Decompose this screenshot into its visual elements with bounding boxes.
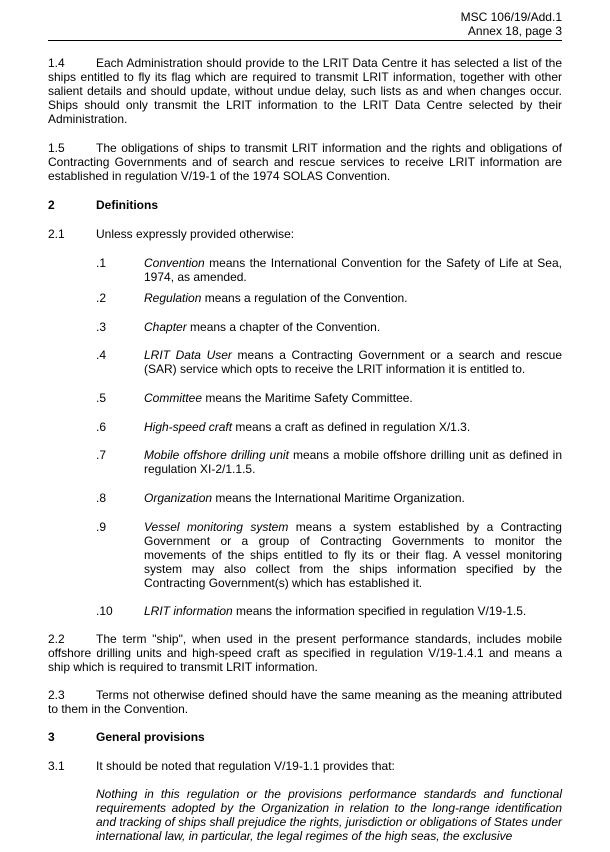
paragraph-text: It should be noted that regulation V/19-1.1 provides that: — [96, 759, 395, 773]
definition-term: Convention — [144, 256, 205, 270]
paragraph-2-2 — [48, 632, 562, 674]
definition-term: Vessel monitoring system — [144, 520, 289, 534]
paragraph-text: Terms not otherwise defined should have the same meaning as the meaning attributed to them in the Convention. — [48, 688, 562, 716]
section-heading-2 — [48, 198, 158, 212]
definition-term: Committee — [144, 391, 203, 405]
paragraph-number: 1.4 — [48, 56, 65, 70]
definition-text: means the Maritime Safety Committee. — [202, 391, 413, 405]
section-heading-3 — [48, 730, 205, 744]
definition-index: .9 — [96, 520, 107, 534]
definition-index: .8 — [96, 491, 107, 505]
paragraph-number: 1.5 — [48, 141, 65, 155]
paragraph-3-1 — [48, 759, 395, 773]
definition-text: means the International Convention for the Safety of Life at Sea, 1974, as amended. — [144, 256, 562, 284]
definition-term: Regulation — [144, 291, 202, 305]
definition-term: Chapter — [144, 320, 187, 334]
definition-term: Mobile offshore drilling unit — [144, 448, 289, 462]
definition-term: LRIT Data User — [144, 348, 232, 362]
definition-item — [96, 320, 562, 334]
paragraph-text: The term "ship", when used in the present performance standards, includes mobile offshore drilling units and high-speed craft as specified in regulation V/19-1.4.1 and means a ship which is required to transmit LRIT information. — [48, 632, 562, 674]
definition-item — [96, 604, 562, 618]
definition-term: High-speed craft — [144, 420, 233, 434]
paragraph-1-5 — [48, 141, 562, 183]
header-rule — [48, 40, 562, 41]
paragraph-number: 2.1 — [48, 227, 65, 241]
definition-text: means the information specified in regulation V/19-1.5. — [232, 604, 527, 618]
section-number: 2 — [48, 198, 55, 212]
section-title: General provisions — [96, 730, 205, 744]
definition-item — [96, 291, 562, 305]
paragraph-1-4 — [48, 56, 562, 126]
definition-text: means a mobile offshore drilling unit as defined in regulation XI-2/1.1.5. — [144, 448, 562, 476]
definition-index: .7 — [96, 448, 107, 462]
definition-text: means the International Maritime Organization. — [212, 491, 465, 505]
paragraph-text: Each Administration should provide to the LRIT Data Centre it has selected a list of the ships entitled to fly its flag which are required to transmit LRIT information, together with other salient details and should update, without undue delay, such lists as and when changes occur. Ships should only transmit the LRIT information to the LRIT Data Centre selected by their Administration. — [48, 56, 562, 126]
annex-page-ref: Annex 18, page 3 — [467, 24, 562, 38]
definition-item — [96, 448, 562, 476]
paragraph-text: The obligations of ships to transmit LRIT information and the rights and obligations of Contracting Governments and of search and rescue services to receive LRIT information are established in regulation V/19-1 of the 1974 SOLAS Convention. — [48, 141, 562, 183]
paragraph-number: 2.3 — [48, 688, 65, 702]
definition-term: Organization — [144, 491, 213, 505]
definition-term: LRIT information — [144, 604, 233, 618]
quoted-regulation-text: Nothing in this regulation or the provisions performance standards and functional requirements adopted by the Organization in relation to the long-range identification and tracking of ships shall prejudice the rights, jurisdiction or obligations of States under international law, in particular, the legal regimes of the high seas, the exclusive — [96, 787, 562, 843]
definition-text: means a chapter of the Convention. — [186, 320, 381, 334]
paragraph-number: 2.2 — [48, 632, 65, 646]
definition-item — [96, 348, 562, 376]
definition-index: .6 — [96, 420, 107, 434]
paragraph-text: Unless expressly provided otherwise: — [96, 227, 295, 241]
section-title: Definitions — [96, 198, 158, 212]
definition-item — [96, 391, 562, 405]
definition-index: .5 — [96, 391, 107, 405]
definition-index: .4 — [96, 348, 107, 362]
paragraph-number: 3.1 — [48, 759, 65, 773]
section-number: 3 — [48, 730, 55, 744]
definition-item — [96, 256, 562, 284]
definition-text: means a Contracting Government or a search and rescue (SAR) service which opts to receive the LRIT information it is entitled to. — [144, 348, 562, 376]
definition-index: .3 — [96, 320, 107, 334]
document-symbol: MSC 106/19/Add.1 — [460, 10, 562, 24]
definition-item — [96, 491, 562, 505]
page-header — [461, 10, 562, 38]
definition-text: means a system established by a Contracting Government or a group of Contracting Governments to monitor the movements of the ships entitled to fly its or their flag. A vessel monitoring system may also collect from the ships information specified by the Contracting Government(s) which has established it. — [144, 520, 562, 590]
paragraph-2-3 — [48, 688, 562, 716]
definition-item — [96, 420, 562, 434]
paragraph-2-1 — [48, 227, 294, 241]
definition-index: .2 — [96, 291, 107, 305]
definition-index: .10 — [96, 604, 113, 618]
definition-text: means a craft as defined in regulation X/1.3. — [232, 420, 471, 434]
definition-item — [96, 520, 562, 590]
definition-text: means a regulation of the Convention. — [201, 291, 408, 305]
definition-index: .1 — [96, 256, 107, 270]
